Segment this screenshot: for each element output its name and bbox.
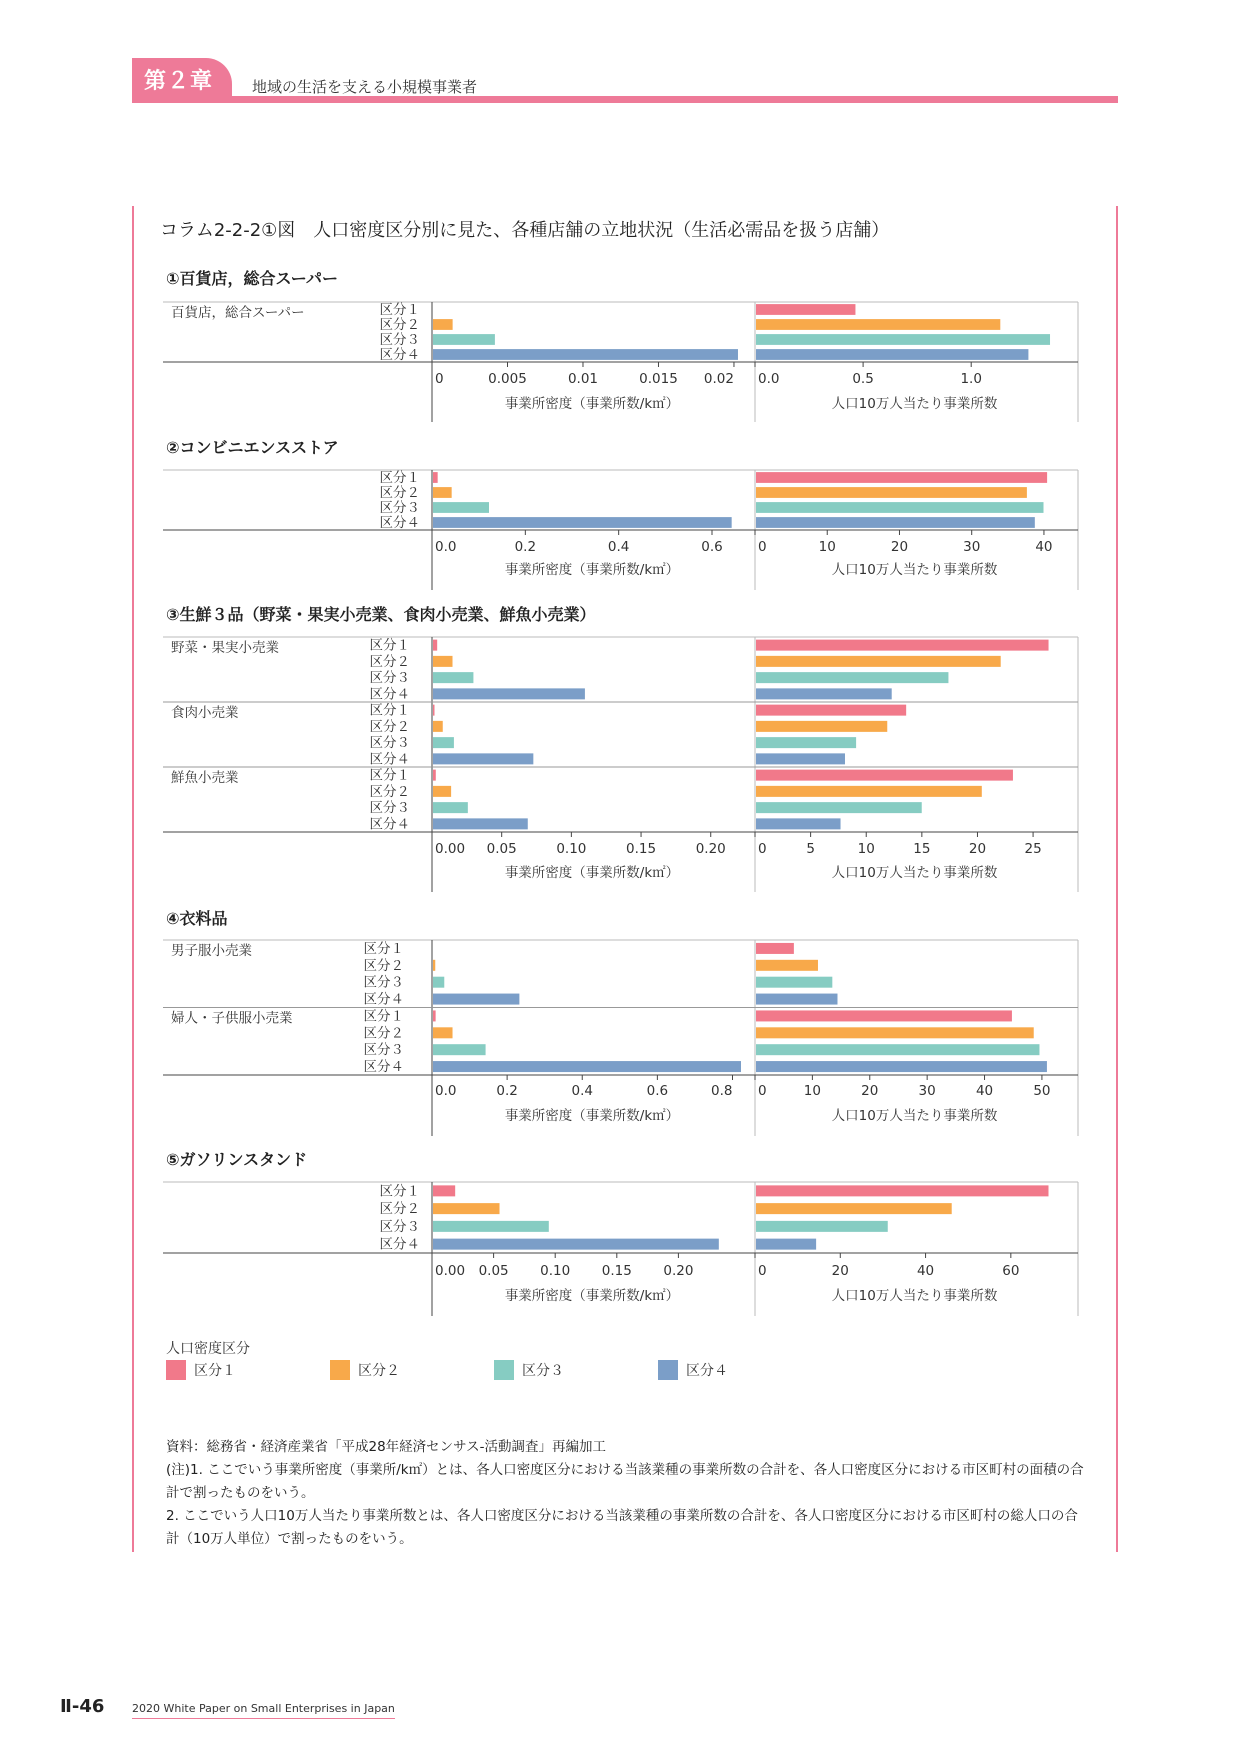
per-capita-axis-title: 人口10万人当たり事業所数 bbox=[831, 1108, 998, 1124]
density-tick-label: 0.4 bbox=[607, 539, 630, 555]
category-label: 区分４ bbox=[379, 347, 420, 363]
legend-swatch-3 bbox=[494, 1360, 514, 1380]
notes bbox=[166, 1436, 1086, 1551]
legend-item-1 bbox=[166, 1360, 236, 1380]
per-capita-bar bbox=[756, 640, 1049, 651]
density-tick-label: 0.4 bbox=[571, 1083, 593, 1099]
category-label: 区分３ bbox=[379, 332, 420, 348]
per-capita-tick-label: 20 bbox=[968, 841, 987, 857]
per-capita-axis-title: 人口10万人当たり事業所数 bbox=[831, 562, 998, 578]
category-label: 区分３ bbox=[369, 800, 410, 817]
density-tick-label: 0.05 bbox=[478, 1263, 509, 1279]
category-label: 区分２ bbox=[363, 957, 404, 974]
density-bar bbox=[433, 319, 453, 330]
per-capita-bar bbox=[756, 517, 1035, 528]
category-label: 区分４ bbox=[379, 515, 420, 531]
chapter-title: 地域の生活を支える小規模事業者 bbox=[252, 78, 478, 96]
per-capita-bar bbox=[756, 1044, 1039, 1055]
category-label: 区分３ bbox=[363, 1042, 404, 1059]
per-capita-tick-label: 25 bbox=[1024, 841, 1042, 857]
density-bar bbox=[433, 1185, 455, 1196]
density-bar bbox=[433, 502, 489, 513]
per-capita-bar bbox=[756, 1010, 1012, 1021]
density-bar bbox=[433, 517, 732, 528]
per-capita-bar bbox=[756, 1185, 1049, 1196]
book-title: 2020 White Paper on Small Enterprises in Japan bbox=[132, 1702, 395, 1719]
density-tick-label: 0.2 bbox=[514, 539, 537, 555]
density-bar bbox=[433, 977, 444, 988]
category-label: 区分３ bbox=[369, 670, 410, 687]
per-capita-bar bbox=[756, 656, 1001, 667]
section-title: ③生鮮３品（野菜・果実小売業、食肉小売業、鮮魚小売業） bbox=[166, 605, 596, 624]
density-axis-title: 事業所密度（事業所数/k㎡） bbox=[504, 1288, 680, 1304]
per-capita-bar bbox=[756, 721, 887, 732]
per-capita-bar bbox=[756, 943, 794, 954]
density-axis-title: 事業所密度（事業所数/k㎡） bbox=[504, 396, 680, 412]
legend-swatch-1 bbox=[166, 1360, 186, 1380]
per-capita-tick-label: 40 bbox=[916, 1263, 935, 1279]
per-capita-bar bbox=[756, 1239, 816, 1250]
per-capita-bar bbox=[756, 349, 1028, 360]
legend-swatch-2 bbox=[330, 1360, 350, 1380]
per-capita-tick-label: 1.0 bbox=[960, 371, 982, 387]
density-bar bbox=[433, 640, 437, 651]
density-bar bbox=[433, 705, 435, 716]
group-label: 百貨店，総合スーパー bbox=[171, 305, 305, 321]
density-tick-label: 0.00 bbox=[435, 841, 466, 857]
category-label: 区分４ bbox=[379, 1236, 420, 1253]
per-capita-tick-label: 30 bbox=[918, 1083, 936, 1099]
per-capita-tick-label: 10 bbox=[857, 841, 875, 857]
per-capita-bar bbox=[756, 688, 892, 699]
per-capita-tick-label: 30 bbox=[963, 539, 981, 555]
per-capita-tick-label: 20 bbox=[861, 1083, 879, 1099]
per-capita-bar bbox=[756, 994, 837, 1005]
density-bar bbox=[433, 656, 453, 667]
density-axis-title: 事業所密度（事業所数/k㎡） bbox=[504, 865, 680, 881]
per-capita-bar bbox=[756, 1221, 888, 1232]
per-capita-tick-label: 0 bbox=[758, 841, 767, 857]
category-label: 区分４ bbox=[363, 1059, 404, 1076]
section-title: ⑤ガソリンスタンド bbox=[166, 1150, 308, 1169]
group-label: 食肉小売業 bbox=[171, 705, 239, 721]
density-tick-label: 0.10 bbox=[556, 841, 587, 857]
per-capita-bar bbox=[756, 334, 1050, 345]
density-tick-label: 0.2 bbox=[496, 1083, 518, 1099]
density-bar bbox=[433, 349, 738, 360]
density-bar bbox=[433, 672, 473, 683]
per-capita-tick-label: 15 bbox=[913, 841, 931, 857]
category-label: 区分２ bbox=[369, 653, 410, 670]
legend-label-1: 区分１ bbox=[194, 1363, 236, 1379]
per-capita-tick-label: 0.0 bbox=[758, 371, 780, 387]
category-label: 区分４ bbox=[369, 686, 410, 703]
section-title: ④衣料品 bbox=[166, 909, 228, 928]
category-label: 区分３ bbox=[379, 500, 420, 516]
legend-item-4 bbox=[658, 1360, 728, 1380]
per-capita-bar bbox=[756, 960, 818, 971]
source-note: 資料：総務省・経済産業省「平成28年経済センサス-活動調査」再編加工 bbox=[166, 1439, 607, 1455]
density-tick-label: 0.0 bbox=[435, 1083, 457, 1099]
density-tick-label: 0.15 bbox=[626, 841, 657, 857]
density-bar bbox=[433, 802, 468, 813]
density-bar bbox=[433, 1203, 500, 1214]
category-label: 区分２ bbox=[379, 485, 420, 501]
category-label: 区分３ bbox=[363, 974, 404, 991]
per-capita-bar bbox=[756, 1203, 952, 1214]
density-tick-label: 0.02 bbox=[703, 371, 734, 387]
density-bar bbox=[433, 786, 451, 797]
per-capita-bar bbox=[756, 304, 855, 315]
legend-item-2 bbox=[330, 1360, 400, 1380]
per-capita-tick-label: 0 bbox=[758, 539, 767, 555]
category-label: 区分１ bbox=[363, 940, 404, 957]
per-capita-tick-label: 40 bbox=[1035, 539, 1053, 555]
density-tick-label: 0.05 bbox=[486, 841, 517, 857]
note-2: 2. ここでいう人口10万人当たり事業所数とは、各人口密度区分における当該業種の事業所数の合計を、各人口密度区分における市区町村の総人口の合計（10万人単位）で割ったものをいう。 bbox=[166, 1508, 1078, 1547]
density-bar bbox=[433, 1239, 719, 1250]
density-tick-label: 0.01 bbox=[567, 371, 599, 387]
density-tick-label: 0.015 bbox=[639, 371, 678, 387]
group-label: 男子服小売業 bbox=[171, 943, 252, 959]
group-label: 鮮魚小売業 bbox=[171, 770, 239, 786]
per-capita-tick-label: 20 bbox=[890, 539, 909, 555]
category-label: 区分４ bbox=[363, 991, 404, 1008]
per-capita-tick-label: 50 bbox=[1033, 1083, 1051, 1099]
density-bar bbox=[433, 960, 435, 971]
legend-swatch-4 bbox=[658, 1360, 678, 1380]
per-capita-bar bbox=[756, 770, 1013, 781]
per-capita-bar bbox=[756, 1061, 1047, 1072]
density-axis-title: 事業所密度（事業所数/k㎡） bbox=[504, 1108, 680, 1124]
density-tick-label: 0.20 bbox=[663, 1263, 694, 1279]
per-capita-tick-label: 0 bbox=[758, 1263, 767, 1279]
density-bar bbox=[433, 472, 438, 483]
per-capita-axis-title: 人口10万人当たり事業所数 bbox=[831, 1288, 998, 1304]
density-bar bbox=[433, 1027, 453, 1038]
per-capita-tick-label: 10 bbox=[803, 1083, 821, 1099]
category-label: 区分２ bbox=[369, 783, 410, 800]
density-tick-label: 0.00 bbox=[435, 1263, 466, 1279]
per-capita-bar bbox=[756, 818, 841, 829]
density-bar bbox=[433, 487, 452, 498]
category-label: 区分２ bbox=[379, 1201, 420, 1218]
group-label: 婦人・子供服小売業 bbox=[171, 1010, 293, 1027]
per-capita-tick-label: 40 bbox=[975, 1083, 994, 1099]
chapter-label: 第２章 bbox=[144, 69, 214, 94]
category-label: 区分１ bbox=[379, 470, 420, 486]
category-label: 区分１ bbox=[369, 702, 410, 719]
section-title: ②コンビニエンスストア bbox=[166, 438, 339, 457]
per-capita-axis-title: 人口10万人当たり事業所数 bbox=[831, 865, 998, 881]
density-bar bbox=[433, 1221, 549, 1232]
density-bar bbox=[433, 770, 436, 781]
per-capita-bar bbox=[756, 672, 948, 683]
per-capita-bar bbox=[756, 737, 856, 748]
density-tick-label: 0.8 bbox=[711, 1083, 733, 1099]
density-bar bbox=[433, 994, 519, 1005]
category-label: 区分４ bbox=[369, 816, 410, 833]
density-bar bbox=[433, 688, 585, 699]
page-number: Ⅱ-46 bbox=[60, 1696, 105, 1717]
per-capita-bar bbox=[756, 319, 1000, 330]
per-capita-tick-label: 0.5 bbox=[852, 371, 874, 387]
density-tick-label: 0.0 bbox=[435, 539, 457, 555]
density-bar bbox=[433, 1044, 486, 1055]
per-capita-bar bbox=[756, 753, 845, 764]
per-capita-tick-label: 0 bbox=[758, 1083, 767, 1099]
category-label: 区分１ bbox=[363, 1008, 404, 1025]
density-bar bbox=[433, 1010, 436, 1021]
per-capita-tick-label: 5 bbox=[806, 841, 815, 857]
per-capita-bar bbox=[756, 487, 1027, 498]
per-capita-tick-label: 10 bbox=[818, 539, 836, 555]
per-capita-tick-label: 60 bbox=[1002, 1263, 1020, 1279]
density-bar bbox=[433, 334, 495, 345]
legend-label-2: 区分２ bbox=[358, 1363, 400, 1379]
density-tick-label: 0.6 bbox=[701, 539, 723, 555]
per-capita-bar bbox=[756, 802, 922, 813]
per-capita-tick-label: 20 bbox=[831, 1263, 849, 1279]
per-capita-bar bbox=[756, 502, 1043, 513]
per-capita-bar bbox=[756, 705, 906, 716]
legend-item-3 bbox=[494, 1360, 564, 1380]
density-bar bbox=[433, 721, 443, 732]
density-bar bbox=[433, 753, 533, 764]
category-label: 区分２ bbox=[369, 718, 410, 735]
density-tick-label: 0.20 bbox=[695, 841, 726, 857]
group-label: 野菜・果実小売業 bbox=[171, 640, 279, 656]
density-bar bbox=[433, 737, 454, 748]
category-label: 区分２ bbox=[379, 317, 420, 333]
density-tick-label: 0 bbox=[435, 371, 444, 387]
note-1: (注)1. ここでいう事業所密度（事業所/k㎡）とは、各人口密度区分における当該業種の事業所数の合計を、各人口密度区分における市区町村の面積の合計で割ったものをいう。 bbox=[166, 1462, 1084, 1501]
figure-title: コラム2-2-2①図 人口密度区分別に見た、各種店舗の立地状況（生活必需品を扱う店舗） bbox=[160, 220, 890, 241]
density-tick-label: 0.6 bbox=[646, 1083, 669, 1099]
legend-label-3: 区分３ bbox=[522, 1363, 564, 1379]
section-title: ①百貨店，総合スーパー bbox=[166, 269, 338, 288]
density-tick-label: 0.15 bbox=[601, 1263, 632, 1279]
legend-label-4: 区分４ bbox=[686, 1363, 728, 1379]
per-capita-axis-title: 人口10万人当たり事業所数 bbox=[831, 396, 998, 412]
category-label: 区分１ bbox=[369, 767, 410, 784]
category-label: 区分３ bbox=[369, 735, 410, 752]
per-capita-bar bbox=[756, 472, 1047, 483]
legend-title: 人口密度区分 bbox=[166, 1341, 250, 1357]
per-capita-bar bbox=[756, 977, 832, 988]
density-bar bbox=[433, 818, 528, 829]
category-label: 区分１ bbox=[369, 637, 410, 654]
density-axis-title: 事業所密度（事業所数/k㎡） bbox=[504, 562, 680, 578]
density-tick-label: 0.005 bbox=[488, 371, 527, 387]
category-label: 区分４ bbox=[369, 751, 410, 768]
density-tick-label: 0.10 bbox=[540, 1263, 571, 1279]
category-label: 区分３ bbox=[379, 1218, 420, 1235]
density-bar bbox=[433, 1061, 741, 1072]
per-capita-bar bbox=[756, 786, 982, 797]
category-label: 区分１ bbox=[379, 302, 420, 318]
per-capita-bar bbox=[756, 1027, 1034, 1038]
category-label: 区分１ bbox=[379, 1183, 420, 1200]
category-label: 区分２ bbox=[363, 1025, 404, 1042]
